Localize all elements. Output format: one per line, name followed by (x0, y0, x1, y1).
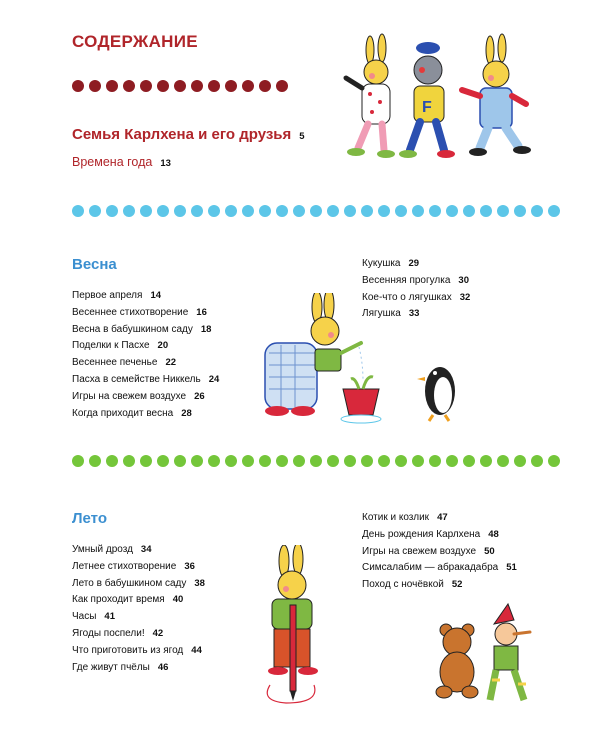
bunny-with-pencil-icon (267, 545, 318, 703)
toc-entry[interactable] (72, 559, 205, 576)
divider-dot (480, 455, 492, 467)
divider-red-dots (72, 80, 288, 92)
toc-entry[interactable] (72, 305, 219, 322)
toc-entry-page: 46 (157, 661, 169, 673)
divider-dot (72, 205, 84, 217)
toc-entry[interactable] (362, 510, 517, 527)
divider-dot (276, 455, 288, 467)
divider-dot (225, 455, 237, 467)
toc-entry[interactable] (72, 626, 205, 643)
toc-entry-title: Умный дрозд (72, 544, 133, 555)
divider-dot (531, 455, 543, 467)
toc-entry-page: 36 (184, 560, 195, 572)
divider-dot (344, 455, 356, 467)
divider-dot (446, 205, 458, 217)
divider-dot (123, 80, 135, 92)
chapter-title: Семья Карлхена и его друзья (72, 126, 292, 143)
toc-entry-title: Симсалабим — абракадабра (362, 562, 499, 574)
toc-entry-page: 28 (181, 407, 192, 419)
divider-green-dots (72, 455, 560, 467)
divider-dot (89, 455, 101, 467)
divider-dot (327, 205, 339, 217)
divider-dot (157, 205, 169, 217)
chapter-seasons[interactable] (72, 155, 171, 169)
divider-dot (157, 455, 169, 467)
toc-entry-title: Поход с ночёвкой (362, 579, 444, 591)
divider-dot (378, 455, 390, 467)
section-title-spring: Весна (72, 256, 117, 273)
divider-dot (174, 80, 186, 92)
divider-dot (429, 455, 441, 467)
toc-entry[interactable] (362, 544, 517, 561)
toc-entry-page: 18 (200, 323, 212, 335)
toc-entry-title: Первое апреля (72, 290, 143, 301)
spring-list-left (72, 288, 219, 422)
toc-entry-page: 26 (194, 390, 205, 402)
divider-dot (548, 455, 560, 467)
toc-entry[interactable] (362, 577, 517, 594)
divider-dot (463, 455, 475, 467)
divider-dot (191, 80, 203, 92)
toc-entry-title: Пасха в семействе Никкель (72, 373, 201, 385)
divider-dot (531, 205, 543, 217)
flower-pot-icon (341, 377, 381, 423)
divider-dot (344, 205, 356, 217)
svg-text:F: F (422, 99, 432, 116)
divider-dot (514, 455, 526, 467)
divider-dot (412, 455, 424, 467)
divider-dot (242, 455, 254, 467)
page-title: СОДЕРЖАНИЕ (72, 32, 198, 51)
toc-entry-page: 44 (191, 644, 202, 656)
divider-dot (208, 80, 220, 92)
toc-entry[interactable] (72, 389, 219, 406)
divider-dot (293, 205, 305, 217)
divider-dot (174, 205, 186, 217)
divider-dot (361, 455, 373, 467)
penguin-icon (417, 367, 455, 421)
toc-entry-title: Весеннее печенье (72, 357, 158, 369)
toc-entry[interactable] (72, 288, 219, 305)
divider-dot (208, 205, 220, 217)
toc-entry-title: Часы (72, 611, 97, 623)
toc-entry-page: 41 (104, 611, 115, 623)
summer-list-right (362, 510, 517, 594)
toc-entry-page: 32 (459, 291, 471, 303)
toc-entry[interactable] (72, 592, 205, 609)
divider-dot (514, 205, 526, 217)
divider-dot (259, 80, 271, 92)
toc-entry[interactable] (362, 256, 470, 273)
toc-entry-title: Лето в бабушкином саду (72, 577, 187, 589)
illustration-bunny-family (340, 30, 540, 165)
toc-entry-page: 22 (165, 357, 177, 369)
toc-entry-page: 33 (408, 308, 420, 320)
divider-dot (395, 455, 407, 467)
toc-entry-page: 40 (172, 594, 184, 606)
toc-entry-title: Котик и козлик (362, 512, 430, 523)
toc-entry-page: 34 (140, 544, 152, 555)
divider-dot (463, 205, 475, 217)
toc-entry[interactable] (72, 542, 205, 559)
toc-entry-title: Лягушка (362, 308, 401, 320)
divider-dot (225, 205, 237, 217)
divider-dot (412, 205, 424, 217)
illustration-toys (430, 600, 550, 710)
toc-entry-page: 50 (484, 545, 495, 557)
divider-dot (140, 455, 152, 467)
divider-dot (259, 205, 271, 217)
toc-entry-page: 38 (194, 577, 205, 589)
divider-dot (208, 455, 220, 467)
toc-entry-title: Кое-что о лягушках (362, 291, 452, 303)
toc-entry-page: 52 (451, 579, 463, 591)
toc-entry-title: Игры на свежем воздухе (362, 545, 477, 557)
divider-dot (446, 455, 458, 467)
chapter-page: 13 (160, 158, 171, 169)
toc-entry-title: Кукушка (362, 258, 401, 269)
divider-dot (123, 205, 135, 217)
chapter-title: Времена года (72, 155, 153, 169)
toc-entry-title: Как проходит время (72, 594, 165, 606)
toc-entry[interactable] (72, 322, 219, 339)
toc-entry[interactable] (72, 660, 205, 677)
toc-entry-title: Весна в бабушкином саду (72, 323, 193, 335)
toc-entry[interactable] (72, 609, 205, 626)
divider-dot (429, 205, 441, 217)
toc-entry-page: 20 (157, 340, 169, 352)
divider-dot (174, 455, 186, 467)
pinocchio-icon (490, 604, 530, 700)
divider-dot (191, 455, 203, 467)
divider-dot (140, 80, 152, 92)
toc-entry-title: Где живут пчёлы (72, 661, 150, 673)
divider-blue-dots (72, 205, 560, 217)
toc-entry[interactable] (72, 372, 219, 389)
illustration-watering-bunny (255, 293, 475, 433)
toc-entry-title: Летнее стихотворение (72, 560, 177, 572)
toc-entry-page: 51 (506, 562, 517, 574)
chapter-family[interactable] (72, 126, 305, 143)
divider-dot (106, 80, 118, 92)
divider-dot (497, 455, 509, 467)
divider-dot (395, 205, 407, 217)
divider-dot (242, 80, 254, 92)
divider-dot (548, 205, 560, 217)
divider-dot (157, 80, 169, 92)
illustration-bunny-pencil (250, 545, 350, 705)
bunny-girl-icon (346, 34, 395, 158)
divider-dot (225, 80, 237, 92)
bunny-boy-icon (462, 34, 531, 156)
summer-list-left (72, 542, 205, 676)
toc-entry[interactable] (72, 338, 219, 355)
divider-dot (378, 205, 390, 217)
divider-dot (106, 205, 118, 217)
divider-dot (327, 455, 339, 467)
toc-entry[interactable] (72, 576, 205, 593)
divider-dot (89, 80, 101, 92)
divider-dot (497, 205, 509, 217)
toc-entry[interactable] (362, 560, 517, 577)
toc-entry-title: Когда приходит весна (72, 407, 174, 419)
toc-entry-title: Весенняя прогулка (362, 274, 451, 286)
divider-dot (106, 455, 118, 467)
toc-entry[interactable] (72, 643, 205, 660)
toc-entry-page: 14 (150, 290, 162, 301)
divider-dot (310, 455, 322, 467)
toc-entry-page: 47 (437, 512, 448, 523)
divider-dot (123, 455, 135, 467)
toc-entry-page: 30 (458, 274, 469, 286)
toc-entry-page: 29 (408, 258, 420, 269)
divider-dot (72, 80, 84, 92)
toc-entry[interactable] (362, 273, 470, 290)
section-title-summer: Лето (72, 510, 107, 527)
watering-can-icon (315, 343, 363, 381)
toc-entry[interactable] (362, 527, 517, 544)
toc-entry-title: Игры на свежем воздухе (72, 390, 187, 402)
divider-dot (310, 205, 322, 217)
toc-entry-title: Весеннее стихотворение (72, 306, 189, 318)
toc-entry-title: Ягоды поспели! (72, 627, 145, 639)
teddy-bear-icon (436, 624, 478, 698)
toc-entry[interactable] (72, 406, 219, 423)
toc-entry-page: 16 (196, 306, 207, 318)
divider-dot (361, 205, 373, 217)
divider-dot (89, 205, 101, 217)
divider-dot (480, 205, 492, 217)
toc-entry-title: День рождения Карлхена (362, 528, 481, 540)
toc-entry-page: 42 (152, 627, 164, 639)
divider-dot (259, 455, 271, 467)
toc-entry[interactable] (72, 355, 219, 372)
toc-entry-page: 24 (208, 373, 220, 385)
toc-entry-title: Что приготовить из ягод (72, 644, 184, 656)
cat-boy-icon (399, 42, 455, 158)
divider-dot (72, 455, 84, 467)
divider-dot (276, 80, 288, 92)
divider-dot (276, 205, 288, 217)
divider-dot (242, 205, 254, 217)
toc-entry-title: Поделки к Пасхе (72, 340, 150, 352)
divider-dot (191, 205, 203, 217)
divider-dot (293, 455, 305, 467)
toc-entry-page: 48 (488, 528, 499, 540)
divider-dot (140, 205, 152, 217)
chapter-page: 5 (299, 131, 305, 142)
